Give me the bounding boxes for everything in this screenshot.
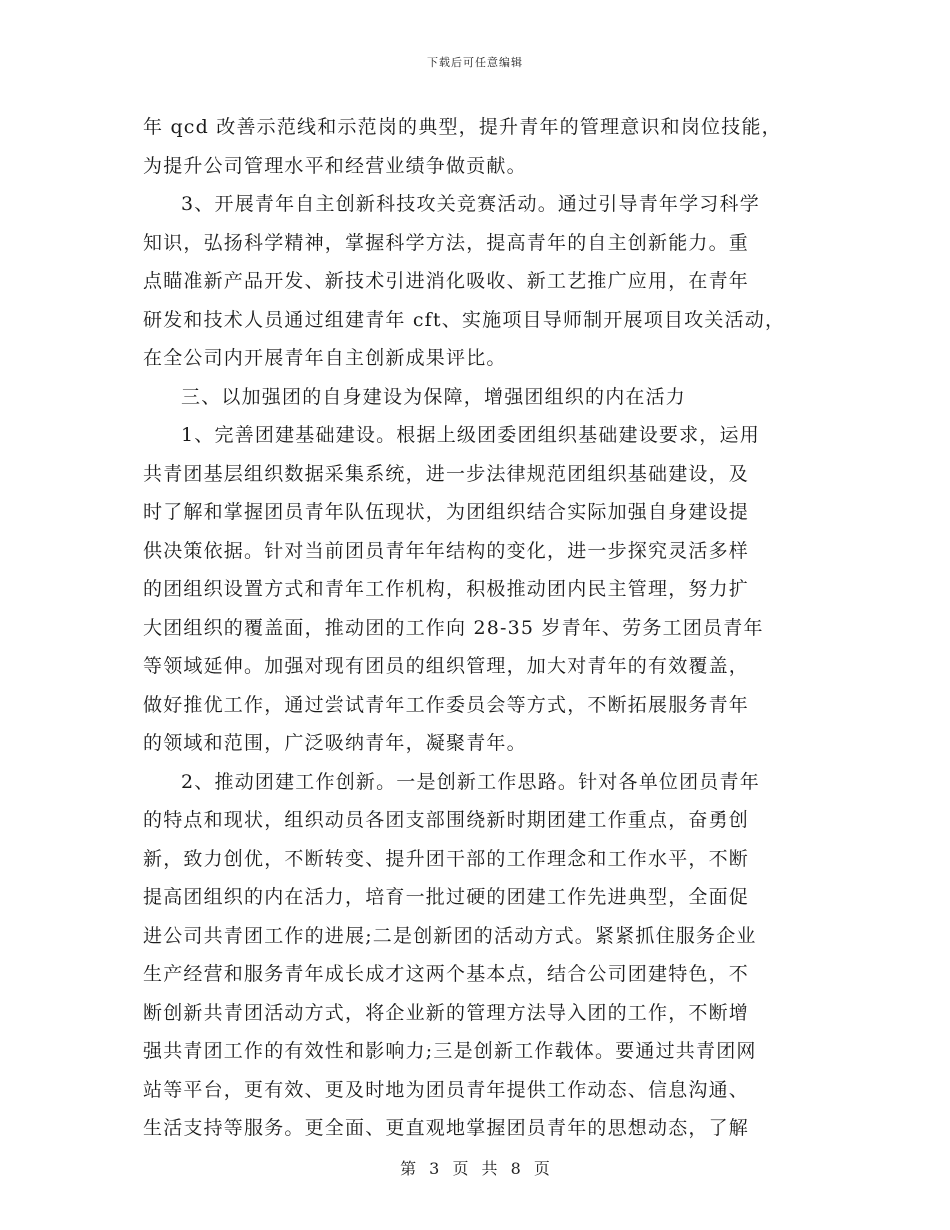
text-line: 时了解和掌握团员青年队伍现状，为团组织结合实际加强自身建设提 — [143, 501, 750, 523]
text-line: 年 qcd 改善示范线和示范岗的典型，提升青年的管理意识和岗位技能， — [143, 116, 782, 138]
text-line: 知识，弘扬科学精神，掌握科学方法，提高青年的自主创新能力。重 — [143, 231, 750, 254]
text-line: 断创新共青团活动方式，将企业新的管理方法导入团的工作，不断增 — [143, 1001, 750, 1024]
text-line: 等领域延伸。加强对现有团员的组织管理，加大对青年的有效覆盖， — [143, 655, 750, 677]
text-line: 供决策依据。针对当前团员青年年结构的变化，进一步探究灵活多样 — [143, 539, 750, 562]
text-line: 1、完善团建基础建设。根据上级团委团组织基础建设要求，运用 — [181, 424, 760, 446]
text-line: 做好推优工作，通过尝试青年工作委员会等方式，不断拓展服务青年 — [143, 693, 750, 716]
text-line: 进公司共青团工作的进展;二是创新团的活动方式。紧紧抓住服务企业 — [143, 924, 757, 947]
text-line: 研发和技术人员通过组建青年 cft、实施项目导师制开展项目攻关活动， — [143, 308, 786, 331]
text-line: 强共青团工作的有效性和影响力;三是创新工作载体。要通过共青团网 — [143, 1040, 757, 1062]
text-line: 生活支持等服务。更全面、更直观地掌握团员青年的思想动态，了解 — [143, 1117, 750, 1139]
text-line: 2、推动团建工作创新。一是创新工作思路。针对各单位团员青年 — [181, 770, 760, 793]
text-line: 提高团组织的内在活力，培育一批过硬的团建工作先进典型，全面促 — [143, 886, 750, 908]
text-line: 生产经营和服务青年成长成才这两个基本点，结合公司团建特色，不 — [143, 963, 750, 985]
text-line: 大团组织的覆盖面，推动团的工作向 28-35 岁青年、劳务工团员青年 — [143, 616, 764, 639]
text-line: 共青团基层组织数据采集系统，进一步法律规范团组织基础建设，及 — [143, 462, 750, 485]
text-line: 3、开展青年自主创新科技攻关竞赛活动。通过引导青年学习科学 — [181, 193, 760, 215]
text-line: 的团组织设置方式和青年工作机构，积极推动团内民主管理，努力扩 — [143, 578, 750, 600]
text-line: 为提升公司管理水平和经营业绩争做贡献。 — [143, 154, 527, 177]
text-line: 点瞄准新产品开发、新技术引进消化吸收、新工艺推广应用，在青年 — [143, 270, 750, 292]
page-footer: 第 3 页 共 8 页 — [400, 1159, 550, 1178]
text-line: 站等平台，更有效、更及时地为团员青年提供工作动态、信息沟通、 — [143, 1078, 750, 1101]
header-note: 下载后可任意编辑 — [427, 56, 523, 69]
text-line: 在全公司内开展青年自主创新成果评比。 — [143, 347, 507, 369]
text-line: 新，致力创优，不断转变、提升团干部的工作理念和工作水平，不断 — [143, 847, 750, 870]
text-line: 三、以加强团的自身建设为保障，增强团组织的内在活力 — [181, 385, 687, 408]
text-line: 的特点和现状，组织动员各团支部围绕新时期团建工作重点，奋勇创 — [143, 809, 750, 831]
document-body — [143, 108, 815, 1148]
text-line: 的领域和范围，广泛吸纳青年，凝聚青年。 — [143, 732, 527, 754]
